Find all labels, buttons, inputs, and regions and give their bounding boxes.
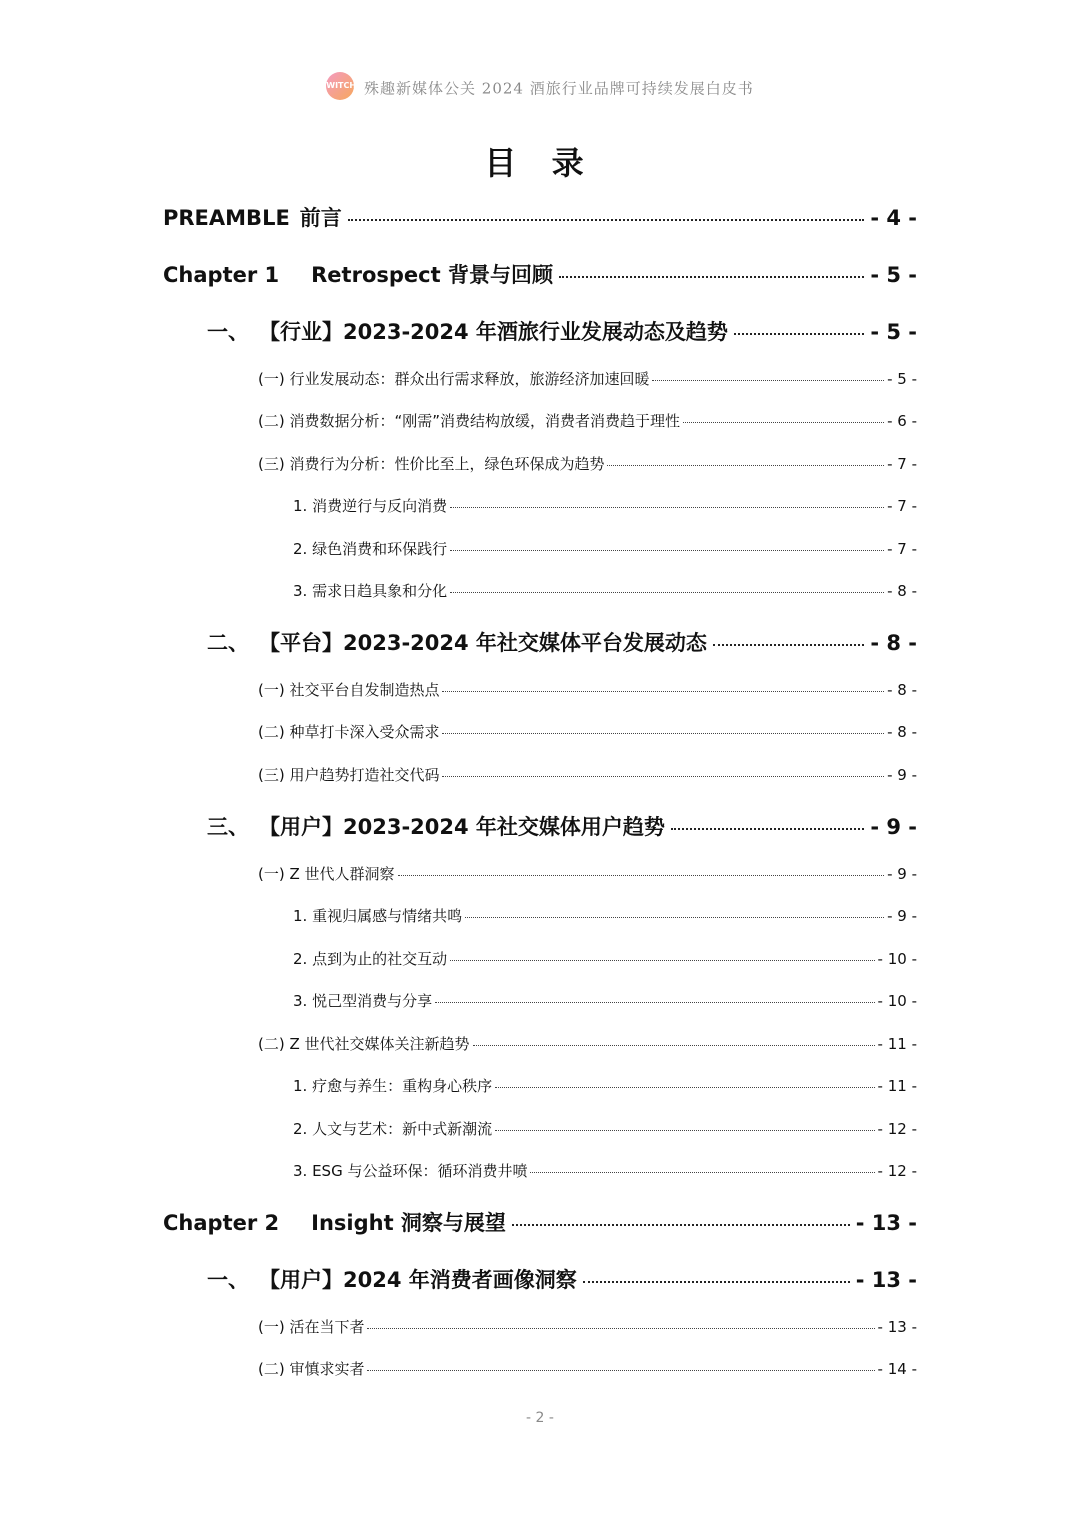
- toc-entry[interactable]: [163, 259, 917, 289]
- dot-leader: [583, 1281, 850, 1283]
- dot-leader: [398, 875, 885, 876]
- toc-entry-title: 【用户】2023-2024 年社交媒体用户趋势: [259, 815, 665, 839]
- toc-entry[interactable]: [293, 1118, 917, 1139]
- toc-entry-page: - 9 -: [887, 907, 917, 925]
- toc-entry-page: - 8 -: [887, 681, 917, 699]
- toc-entry-title: (二) Z 世代社交媒体关注新趋势: [258, 1035, 470, 1053]
- dot-leader: [495, 1087, 874, 1088]
- toc-entry-label: [258, 863, 395, 884]
- toc-entry-prefix: 三、: [207, 815, 249, 839]
- dot-leader: [450, 592, 884, 593]
- toc-entry-label: [293, 538, 447, 559]
- toc-entry[interactable]: [258, 368, 917, 389]
- toc-entry-page: - 9 -: [887, 865, 917, 883]
- toc-entry-label: [258, 1358, 364, 1379]
- toc-entry-page: - 14 -: [877, 1360, 917, 1378]
- dot-leader: [450, 507, 884, 508]
- toc-entry-page: - 5 -: [887, 370, 917, 388]
- dot-leader: [367, 1328, 874, 1329]
- toc-entry[interactable]: [293, 1160, 917, 1181]
- dot-leader: [713, 644, 864, 646]
- dot-leader: [435, 1002, 874, 1003]
- toc-entry[interactable]: [258, 679, 917, 700]
- toc-entry-prefix: 二、: [207, 631, 249, 655]
- toc-entry-page: - 13 -: [877, 1318, 917, 1336]
- toc-entry-label: [258, 453, 604, 474]
- toc-entry-label: [207, 627, 707, 657]
- toc-entry-page: - 13 -: [855, 1211, 917, 1235]
- toc-entry[interactable]: [163, 1207, 917, 1237]
- toc-entry-page: - 8 -: [887, 723, 917, 741]
- dot-leader: [559, 276, 864, 278]
- toc-entry-prefix: PREAMBLE: [163, 206, 290, 230]
- toc-entry-page: - 9 -: [870, 815, 917, 839]
- toc-entry-title: 3. 悦己型消费与分享: [293, 992, 433, 1010]
- toc-entry-label: [293, 948, 447, 969]
- toc-entry-label: [163, 1207, 506, 1237]
- toc-entry-title: 前言: [299, 206, 342, 230]
- toc-entry[interactable]: [293, 495, 917, 516]
- page-header: [0, 74, 1080, 102]
- dot-leader: [671, 828, 864, 830]
- toc-entry-label: [258, 679, 439, 700]
- toc-entry-page: - 8 -: [887, 582, 917, 600]
- toc-entry-page: - 12 -: [877, 1120, 917, 1138]
- dot-leader: [652, 380, 884, 381]
- toc-entry[interactable]: [258, 410, 917, 431]
- toc-entry-label: [293, 1118, 492, 1139]
- logo-text: WITCH: [326, 81, 357, 90]
- dot-leader: [530, 1172, 874, 1173]
- toc-entry-label: [258, 410, 680, 431]
- toc-entry-page: - 6 -: [887, 412, 917, 430]
- toc-entry-title: (三) 用户趋势打造社交代码: [258, 766, 440, 784]
- toc-entry[interactable]: [258, 453, 917, 474]
- toc-entry-page: - 10 -: [877, 950, 917, 968]
- toc-entry-title: 2. 人文与艺术：新中式新潮流: [293, 1120, 493, 1138]
- toc-entry-label: [258, 764, 439, 785]
- dot-leader: [683, 422, 884, 423]
- toc-entry-title: (一) 社交平台自发制造热点: [258, 681, 440, 699]
- header-title: 殊趣新媒体公关 2024 酒旅行业品牌可持续发展白皮书: [364, 79, 754, 98]
- toc-entry-label: [293, 495, 447, 516]
- toc-entry[interactable]: [293, 990, 917, 1011]
- toc-entry-label: [293, 1075, 492, 1096]
- toc-entry-title: (一) 活在当下者: [258, 1318, 365, 1336]
- toc-entry-prefix: 一、: [207, 320, 249, 344]
- toc-entry[interactable]: [207, 316, 917, 346]
- toc-entry-title: 【平台】2023-2024 年社交媒体平台发展动态: [259, 631, 707, 655]
- toc-entry-title: (一) 行业发展动态：群众出行需求释放，旅游经济加速回暖: [258, 370, 650, 388]
- toc-entry-page: - 4 -: [870, 206, 917, 230]
- dot-leader: [473, 1045, 875, 1046]
- toc-entry-label: [207, 1264, 577, 1294]
- toc-entry[interactable]: [293, 538, 917, 559]
- toc-entry-title: (二) 种草打卡深入受众需求: [258, 723, 440, 741]
- toc-entry[interactable]: [207, 627, 917, 657]
- toc-entry-prefix: Chapter 1: [163, 263, 280, 287]
- toc-entry-title: 3. 需求日趋具象和分化: [293, 582, 448, 600]
- dot-leader: [734, 333, 864, 335]
- toc-entry-page: - 13 -: [855, 1268, 917, 1292]
- toc-entry-title: Insight 洞察与展望: [311, 1211, 506, 1235]
- toc-entry[interactable]: [293, 905, 917, 926]
- toc-entry-label: [163, 259, 553, 289]
- toc-entry-title: 【用户】2024 年消费者画像洞察: [259, 1268, 577, 1292]
- toc-entry-title: 2. 绿色消费和环保践行: [293, 540, 448, 558]
- toc-entry-page: - 9 -: [887, 766, 917, 784]
- toc-entry-label: [207, 811, 665, 841]
- dot-leader: [348, 219, 865, 221]
- toc-entry[interactable]: [258, 1033, 917, 1054]
- toc-entry-title: (二) 审慎求实者: [258, 1360, 365, 1378]
- toc-entry[interactable]: [293, 948, 917, 969]
- toc-entry-title: 3. ESG 与公益环保：循环消费井喷: [293, 1162, 528, 1180]
- toc-entry-label: [258, 721, 439, 742]
- toc-entry-label: [293, 580, 447, 601]
- toc-entry-title: (二) 消费数据分析：“刚需”消费结构放缓，消费者消费趋于理性: [258, 412, 681, 430]
- toc-entry[interactable]: [293, 580, 917, 601]
- toc-entry[interactable]: [258, 1316, 917, 1337]
- dot-leader: [450, 960, 874, 961]
- toc-entry[interactable]: [207, 811, 917, 841]
- toc-entry-page: - 8 -: [870, 631, 917, 655]
- dot-leader: [442, 691, 884, 692]
- toc-entry[interactable]: [258, 1358, 917, 1379]
- toc-entry-page: - 5 -: [870, 320, 917, 344]
- toc-entry-title: 【行业】2023-2024 年酒旅行业发展动态及趋势: [259, 320, 728, 344]
- toc-entry-page: - 11 -: [877, 1035, 917, 1053]
- dot-leader: [512, 1224, 850, 1226]
- brand-logo: [326, 72, 357, 100]
- toc-entry-title: 1. 消费逆行与反向消费: [293, 497, 448, 515]
- toc-entry-label: [163, 202, 342, 232]
- toc-entry-prefix: 一、: [207, 1268, 249, 1292]
- toc-entry-page: - 11 -: [877, 1077, 917, 1095]
- toc-entry-title: (一) Z 世代人群洞察: [258, 865, 395, 883]
- toc-entry-page: - 12 -: [877, 1162, 917, 1180]
- toc-entry[interactable]: [207, 1264, 917, 1294]
- toc-entry[interactable]: [258, 721, 917, 742]
- toc-entry-page: - 7 -: [887, 497, 917, 515]
- toc-entry-page: - 7 -: [887, 540, 917, 558]
- toc-entry[interactable]: [258, 863, 917, 884]
- toc-entry-page: - 10 -: [877, 992, 917, 1010]
- dot-leader: [442, 776, 884, 777]
- page-number: - 2 -: [526, 1410, 554, 1426]
- toc-entry-label: [293, 1160, 527, 1181]
- toc-entry-label: [258, 1316, 364, 1337]
- dot-leader: [450, 550, 884, 551]
- dot-leader: [607, 465, 884, 466]
- toc-entry-label: [258, 1033, 470, 1054]
- dot-leader: [442, 733, 884, 734]
- toc-entry-label: [207, 316, 728, 346]
- toc-entry-label: [258, 368, 649, 389]
- dot-leader: [465, 917, 884, 918]
- toc-entry-page: - 7 -: [887, 455, 917, 473]
- toc-entry[interactable]: [293, 1075, 917, 1096]
- toc-entry-title: (三) 消费行为分析：性价比至上，绿色环保成为趋势: [258, 455, 605, 473]
- dot-leader: [367, 1370, 874, 1371]
- toc-entry-title: Retrospect 背景与回顾: [311, 263, 553, 287]
- page-title: 目 录: [484, 144, 596, 182]
- toc-entry-title: 1. 重视归属感与情绪共鸣: [293, 907, 463, 925]
- toc-entry-label: [293, 990, 432, 1011]
- dot-leader: [495, 1130, 874, 1131]
- toc-entry[interactable]: [258, 764, 917, 785]
- toc-entry-title: 1. 疗愈与养生：重构身心秩序: [293, 1077, 493, 1095]
- toc-entry-label: [293, 905, 462, 926]
- toc-entry-title: 2. 点到为止的社交互动: [293, 950, 448, 968]
- toc-entry[interactable]: [163, 202, 917, 232]
- toc-entry-page: - 5 -: [870, 263, 917, 287]
- toc-entry-prefix: Chapter 2: [163, 1211, 280, 1235]
